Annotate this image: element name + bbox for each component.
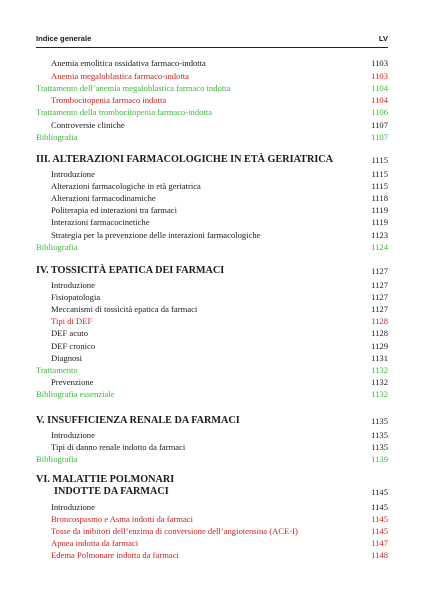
toc-entry[interactable] [0,204,388,216]
toc-entry-title: Introduzione [51,430,95,440]
toc-entry[interactable] [0,537,388,549]
chapter-heading[interactable] [36,473,388,497]
chapter-title: III. ALTERAZIONI FARMACOLOGICHE IN ETÀ GERIATRICA [36,154,333,165]
toc-entry-title: Controversie cliniche [51,120,125,130]
toc-entry-page: 1145 [371,502,388,512]
toc-entry-title: Alterazioni farmacologiche in età geriatrica [51,181,201,191]
toc-entry-title: Trattamento [36,365,78,375]
toc-entry[interactable] [0,241,388,253]
toc-entry-page: 1132 [371,377,388,387]
chapter-title: V. INSUFFICIENZA RENALE DA FARMACI [36,415,240,426]
toc-entry-title: Bibliografia [36,132,78,142]
toc-entry[interactable] [0,70,388,82]
toc-entry-title: Alterazioni farmacodinamiche [51,193,156,203]
toc-entry-page: 1148 [371,550,388,560]
toc-entry-page: 1129 [371,341,388,351]
running-header [36,34,388,46]
chapter-heading[interactable] [36,414,388,428]
toc-entry-page: 1127 [371,280,388,290]
toc-entry[interactable] [0,192,388,204]
header-rule [36,47,388,48]
toc-entry[interactable] [0,57,388,69]
toc-entry[interactable] [0,106,388,118]
toc-entry-page: 1124 [371,242,388,252]
toc-entry-page: 1123 [371,230,388,240]
toc-entry[interactable] [0,131,388,143]
toc-entry[interactable] [0,429,388,441]
toc-entry-page: 1103 [371,71,388,81]
toc-entry-title: Bibliografia [36,454,78,464]
toc-entry-title: Bibliografia [36,242,78,252]
toc-entry-page: 1107 [371,120,388,130]
chapter-heading[interactable] [36,264,388,278]
toc-entry[interactable] [0,291,388,303]
toc-entry[interactable] [0,82,388,94]
header-section-title: Indice generale [36,34,92,43]
toc-entry-page: 1128 [371,328,388,338]
toc-entry[interactable] [0,364,388,376]
toc-entry-page: 1104 [371,95,388,105]
chapter-page: 1127 [371,266,388,276]
toc-entry-page: 1145 [371,526,388,536]
toc-entry-title: Trattamento della trombocitopenia farmaco-indotta [36,107,213,117]
toc-entry[interactable] [0,453,388,465]
toc-entry-title: Diagnosi [51,353,83,363]
toc-entry-title: Anemia emolitica ossidativa farmaco-indotta [51,58,206,68]
toc-entry-title: DEF acuto [51,328,88,338]
toc-entry-title: Broncospasmo e Asma indotti da farmaci [51,514,194,524]
toc-entry-title: Fisiopatologia [51,292,101,302]
toc-entry-page: 1132 [371,389,388,399]
toc-entry-title: Bibliografia essenziale [36,389,115,399]
toc-entry-title: Edema Polmonare indotta da farmaci [51,550,179,560]
toc-entry-page: 1139 [371,454,388,464]
toc-entry-page: 1115 [371,169,388,179]
toc-entry[interactable] [0,352,388,364]
toc-entry-title: Interazioni farmacocinetiche [51,217,150,227]
toc-entry-title: Tipi di danno renale indotto da farmaci [51,442,186,452]
toc-entry-title: Apnea indotta da farmaci [51,538,139,548]
toc-entry-page: 1103 [371,58,388,68]
toc-entry[interactable] [0,216,388,228]
toc-entry-page: 1132 [371,365,388,375]
toc-entry[interactable] [0,549,388,561]
toc-entry[interactable] [0,303,388,315]
chapter-title-line2: INDOTTE DA FARMACI [54,486,169,497]
toc-entry-title: Meccanismi di tossicità epatica da farmaci [51,304,198,314]
toc-entry-page: 1119 [371,205,388,215]
toc-entry-page: 1145 [371,514,388,524]
toc-entry-page: 1131 [371,353,388,363]
toc-entry-title: Introduzione [51,502,95,512]
toc-entry[interactable] [0,315,388,327]
chapter-heading[interactable] [36,153,388,167]
toc-entry-page: 1115 [371,181,388,191]
toc-entry-page: 1118 [371,193,388,203]
toc-entry-title: Tipi di DEF [51,316,93,326]
toc-entry-page: 1107 [371,132,388,142]
toc-entry-page: 1104 [371,83,388,93]
chapter-page: 1115 [371,155,388,165]
header-page-number: LV [378,34,388,43]
toc-entry-title: Tosse da inibitori dell’enzima di conversione dell’angiotensina (ACE-I) [51,526,298,536]
chapter-page: 1135 [371,416,388,426]
toc-entry[interactable] [0,279,388,291]
toc-entry[interactable] [0,340,388,352]
toc-entry[interactable] [0,327,388,339]
toc-entry-title: Anemia megaloblastica farmaco-indotta [51,71,189,81]
toc-entry[interactable] [0,525,388,537]
toc-entry-page: 1135 [371,442,388,452]
toc-entry[interactable] [0,168,388,180]
toc-entry[interactable] [0,376,388,388]
toc-entry-page: 1127 [371,304,388,314]
toc-entry[interactable] [0,94,388,106]
toc-entry-page: 1119 [371,217,388,227]
toc-entry-title: Trattamento dell’anemia megaloblastica farmaco indotta [36,83,231,93]
toc-entry[interactable] [0,501,388,513]
toc-entry-title: Prevenzione [51,377,94,387]
toc-entry[interactable] [0,513,388,525]
toc-entry[interactable] [0,229,388,241]
toc-entry[interactable] [0,180,388,192]
toc-entry-title: Politerapia ed interazioni tra farmaci [51,205,177,215]
toc-entry[interactable] [0,119,388,131]
toc-entry-title: Trombocitopenia farmaco indotta [51,95,167,105]
chapter-title: IV. TOSSICITÀ EPATICA DEI FARMACI [36,265,225,276]
toc-entry-page: 1147 [371,538,388,548]
toc-entry-title: Introduzione [51,169,95,179]
toc-entry-page: 1127 [371,292,388,302]
chapter-page: 1145 [371,487,388,497]
toc-entry-page: 1135 [371,430,388,440]
toc-entry-title: Strategia per la prevenzione delle interazioni farmacologiche [51,230,261,240]
chapter-title: VI. MALATTIE POLMONARI [36,474,175,485]
toc-entry-page: 1128 [371,316,388,326]
toc-entry[interactable] [0,441,388,453]
toc-entry-title: Introduzione [51,280,95,290]
toc-entry-title: DEF cronico [51,341,96,351]
toc-entry-page: 1106 [371,107,388,117]
toc-entry[interactable] [0,388,388,400]
